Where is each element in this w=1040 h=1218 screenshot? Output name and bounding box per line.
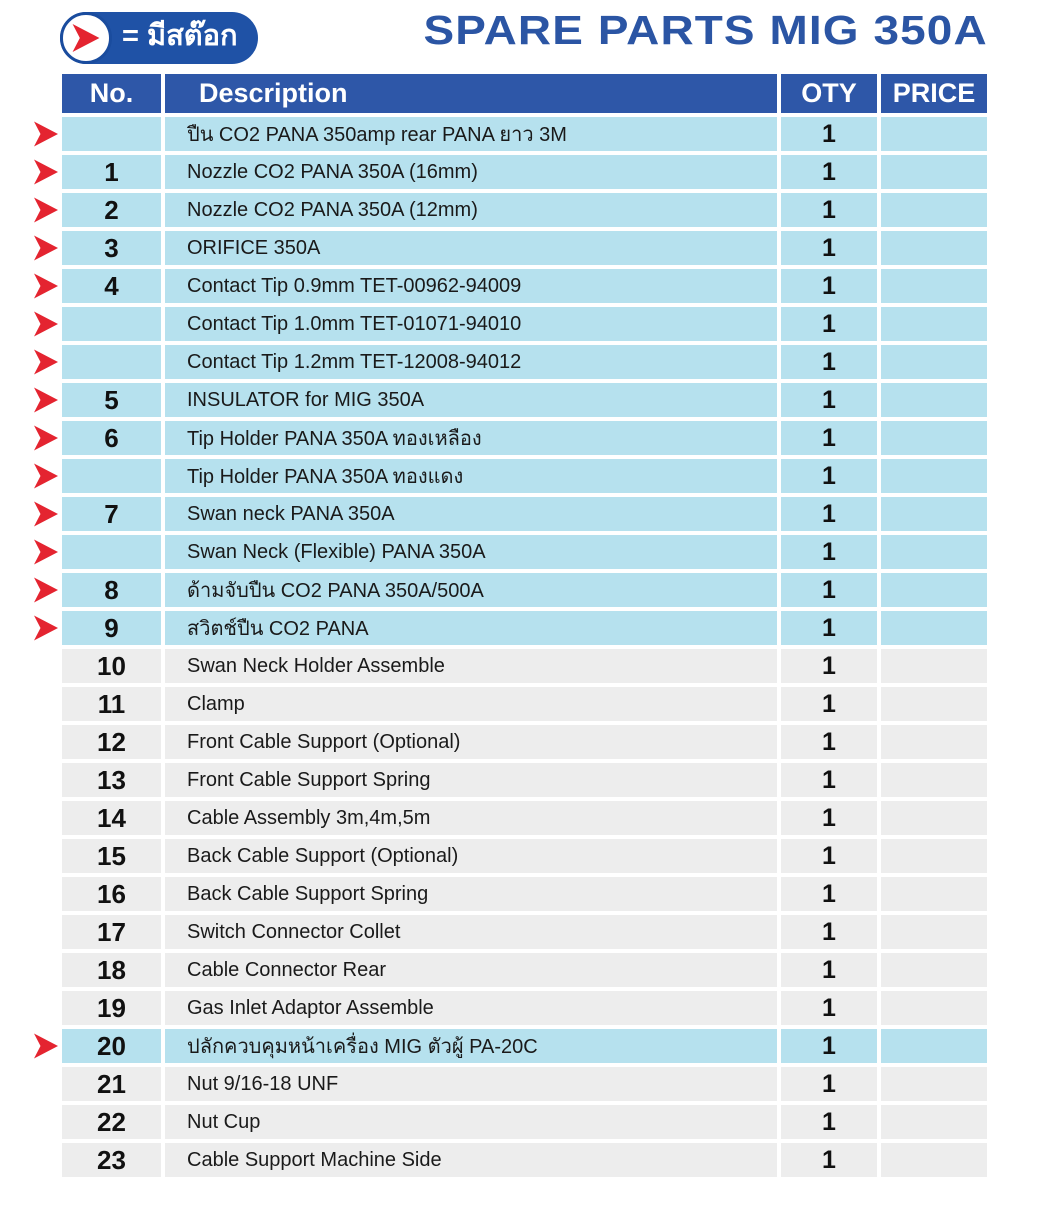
cell-description: Cable Support Machine Side <box>165 1143 777 1177</box>
cell-no <box>62 307 161 341</box>
in-stock-arrow-icon <box>34 198 58 223</box>
cell-oty: 1 <box>781 117 877 151</box>
cell-price <box>881 117 987 151</box>
cell-no: 14 <box>62 801 161 835</box>
table-row <box>62 649 987 683</box>
cell-description: ORIFICE 350A <box>165 231 777 265</box>
stock-arrow-circle <box>60 12 112 64</box>
cell-oty: 1 <box>781 307 877 341</box>
cell-oty: 1 <box>781 155 877 189</box>
cell-no: 5 <box>62 383 161 417</box>
cell-no: 8 <box>62 573 161 607</box>
cell-price <box>881 953 987 987</box>
cell-price <box>881 725 987 759</box>
cell-oty: 1 <box>781 991 877 1025</box>
cell-description: INSULATOR for MIG 350A <box>165 383 777 417</box>
cell-price <box>881 383 987 417</box>
in-stock-arrow-icon <box>34 160 58 185</box>
cell-description: Clamp <box>165 687 777 721</box>
cell-no: 18 <box>62 953 161 987</box>
cell-price <box>881 801 987 835</box>
table-row <box>62 915 987 949</box>
cell-no <box>62 117 161 151</box>
cell-oty: 1 <box>781 877 877 911</box>
cell-no: 22 <box>62 1105 161 1139</box>
table-row <box>62 535 987 569</box>
cell-oty: 1 <box>781 687 877 721</box>
cell-oty: 1 <box>781 497 877 531</box>
in-stock-arrow-icon <box>34 464 58 489</box>
table-row <box>62 459 987 493</box>
cell-description: Front Cable Support Spring <box>165 763 777 797</box>
in-stock-arrow-icon <box>34 236 58 261</box>
in-stock-arrow-icon <box>34 312 58 337</box>
cell-no: 21 <box>62 1067 161 1101</box>
table-row <box>62 155 987 189</box>
cell-price <box>881 269 987 303</box>
table-row <box>62 573 987 607</box>
cell-oty: 1 <box>781 1143 877 1177</box>
cell-price <box>881 877 987 911</box>
cell-description: ปืน CO2 PANA 350amp rear PANA ยาว 3M <box>165 117 777 151</box>
cell-no: 13 <box>62 763 161 797</box>
cell-oty: 1 <box>781 1105 877 1139</box>
cell-description: Nozzle CO2 PANA 350A (12mm) <box>165 193 777 227</box>
cell-description: Swan neck PANA 350A <box>165 497 777 531</box>
cell-description: Cable Assembly 3m,4m,5m <box>165 801 777 835</box>
cell-description: Back Cable Support Spring <box>165 877 777 911</box>
table-row <box>62 345 987 379</box>
cell-no <box>62 459 161 493</box>
cell-no <box>62 345 161 379</box>
spare-parts-table <box>62 74 987 1181</box>
cell-oty: 1 <box>781 801 877 835</box>
cell-price <box>881 345 987 379</box>
cell-oty: 1 <box>781 763 877 797</box>
table-row <box>62 611 987 645</box>
cell-no: 7 <box>62 497 161 531</box>
cell-oty: 1 <box>781 649 877 683</box>
table-header-row <box>62 74 987 113</box>
cell-oty: 1 <box>781 231 877 265</box>
column-header-description: Description <box>165 74 777 113</box>
cell-price <box>881 915 987 949</box>
cell-description: Cable Connector Rear <box>165 953 777 987</box>
cell-price <box>881 687 987 721</box>
cell-no: 10 <box>62 649 161 683</box>
cell-no: 20 <box>62 1029 161 1063</box>
cell-description: Nut Cup <box>165 1105 777 1139</box>
cell-no: 15 <box>62 839 161 873</box>
in-stock-arrow-icon <box>34 502 58 527</box>
table-row <box>62 687 987 721</box>
cell-price <box>881 307 987 341</box>
in-stock-arrow-icon <box>34 540 58 565</box>
table-row <box>62 497 987 531</box>
cell-description: Switch Connector Collet <box>165 915 777 949</box>
table-row <box>62 193 987 227</box>
cell-description: ปลักควบคุมหน้าเครื่อง MIG ตัวผู้ PA-20C <box>165 1029 777 1063</box>
cell-price <box>881 535 987 569</box>
cell-price <box>881 839 987 873</box>
cell-price <box>881 1105 987 1139</box>
table-body <box>62 117 987 1177</box>
cell-description: Swan Neck Holder Assemble <box>165 649 777 683</box>
table-row <box>62 877 987 911</box>
cell-price <box>881 1029 987 1063</box>
cell-description: Front Cable Support (Optional) <box>165 725 777 759</box>
cell-description: Tip Holder PANA 350A ทองแดง <box>165 459 777 493</box>
cell-description: Swan Neck (Flexible) PANA 350A <box>165 535 777 569</box>
cell-description: ด้ามจับปืน CO2 PANA 350A/500A <box>165 573 777 607</box>
table-row <box>62 421 987 455</box>
cell-no: 12 <box>62 725 161 759</box>
cell-no: 23 <box>62 1143 161 1177</box>
cell-description: Back Cable Support (Optional) <box>165 839 777 873</box>
cell-oty: 1 <box>781 915 877 949</box>
cell-price <box>881 231 987 265</box>
cell-price <box>881 649 987 683</box>
cell-no: 4 <box>62 269 161 303</box>
cell-price <box>881 193 987 227</box>
cell-price <box>881 421 987 455</box>
cell-no: 2 <box>62 193 161 227</box>
cell-price <box>881 459 987 493</box>
table-row <box>62 725 987 759</box>
table-row <box>62 801 987 835</box>
cell-oty: 1 <box>781 269 877 303</box>
table-row <box>62 991 987 1025</box>
cell-oty: 1 <box>781 1067 877 1101</box>
in-stock-arrow-icon <box>34 426 58 451</box>
page-title: SPARE PARTS MIG 350A <box>423 7 988 53</box>
cell-oty: 1 <box>781 459 877 493</box>
cell-no: 19 <box>62 991 161 1025</box>
cell-oty: 1 <box>781 573 877 607</box>
in-stock-arrow-icon <box>34 274 58 299</box>
cell-no: 3 <box>62 231 161 265</box>
cell-oty: 1 <box>781 193 877 227</box>
cell-oty: 1 <box>781 421 877 455</box>
column-header-oty: OTY <box>781 74 877 113</box>
cell-oty: 1 <box>781 535 877 569</box>
table-row <box>62 231 987 265</box>
cell-no: 16 <box>62 877 161 911</box>
cell-price <box>881 991 987 1025</box>
table-row <box>62 763 987 797</box>
table-row <box>62 1143 987 1177</box>
cell-oty: 1 <box>781 1029 877 1063</box>
cell-oty: 1 <box>781 725 877 759</box>
cell-description: Tip Holder PANA 350A ทองเหลือง <box>165 421 777 455</box>
cell-description: Nozzle CO2 PANA 350A (16mm) <box>165 155 777 189</box>
stock-legend-badge <box>60 12 258 64</box>
cell-description: Contact Tip 0.9mm TET-00962-94009 <box>165 269 777 303</box>
in-stock-arrow-icon <box>34 122 58 147</box>
cell-price <box>881 155 987 189</box>
in-stock-arrow-icon <box>34 578 58 603</box>
cell-no: 9 <box>62 611 161 645</box>
column-header-price: PRICE <box>881 74 987 113</box>
cell-oty: 1 <box>781 383 877 417</box>
cell-oty: 1 <box>781 345 877 379</box>
in-stock-arrow-icon <box>34 350 58 375</box>
cell-description: Gas Inlet Adaptor Assemble <box>165 991 777 1025</box>
in-stock-arrow-icon <box>34 616 58 641</box>
table-row <box>62 269 987 303</box>
cell-price <box>881 497 987 531</box>
cell-no: 1 <box>62 155 161 189</box>
cell-no: 11 <box>62 687 161 721</box>
table-row <box>62 117 987 151</box>
cell-price <box>881 1067 987 1101</box>
table-row <box>62 953 987 987</box>
cell-description: Contact Tip 1.2mm TET-12008-94012 <box>165 345 777 379</box>
cell-price <box>881 763 987 797</box>
cell-price <box>881 1143 987 1177</box>
in-stock-arrow-icon <box>34 1034 58 1059</box>
stock-arrow-icon <box>69 24 103 52</box>
cell-no: 17 <box>62 915 161 949</box>
column-header-no: No. <box>62 74 161 113</box>
cell-oty: 1 <box>781 953 877 987</box>
cell-description: Nut 9/16-18 UNF <box>165 1067 777 1101</box>
cell-description: สวิตช์ปืน CO2 PANA <box>165 611 777 645</box>
cell-no: 6 <box>62 421 161 455</box>
table-row <box>62 839 987 873</box>
cell-price <box>881 573 987 607</box>
table-row <box>62 1105 987 1139</box>
cell-description: Contact Tip 1.0mm TET-01071-94010 <box>165 307 777 341</box>
cell-oty: 1 <box>781 839 877 873</box>
stock-legend-label: = มีสต๊อก <box>122 19 238 52</box>
table-row <box>62 1067 987 1101</box>
cell-price <box>881 611 987 645</box>
cell-no <box>62 535 161 569</box>
table-row <box>62 1029 987 1063</box>
cell-oty: 1 <box>781 611 877 645</box>
table-row <box>62 307 987 341</box>
table-row <box>62 383 987 417</box>
in-stock-arrow-icon <box>34 388 58 413</box>
